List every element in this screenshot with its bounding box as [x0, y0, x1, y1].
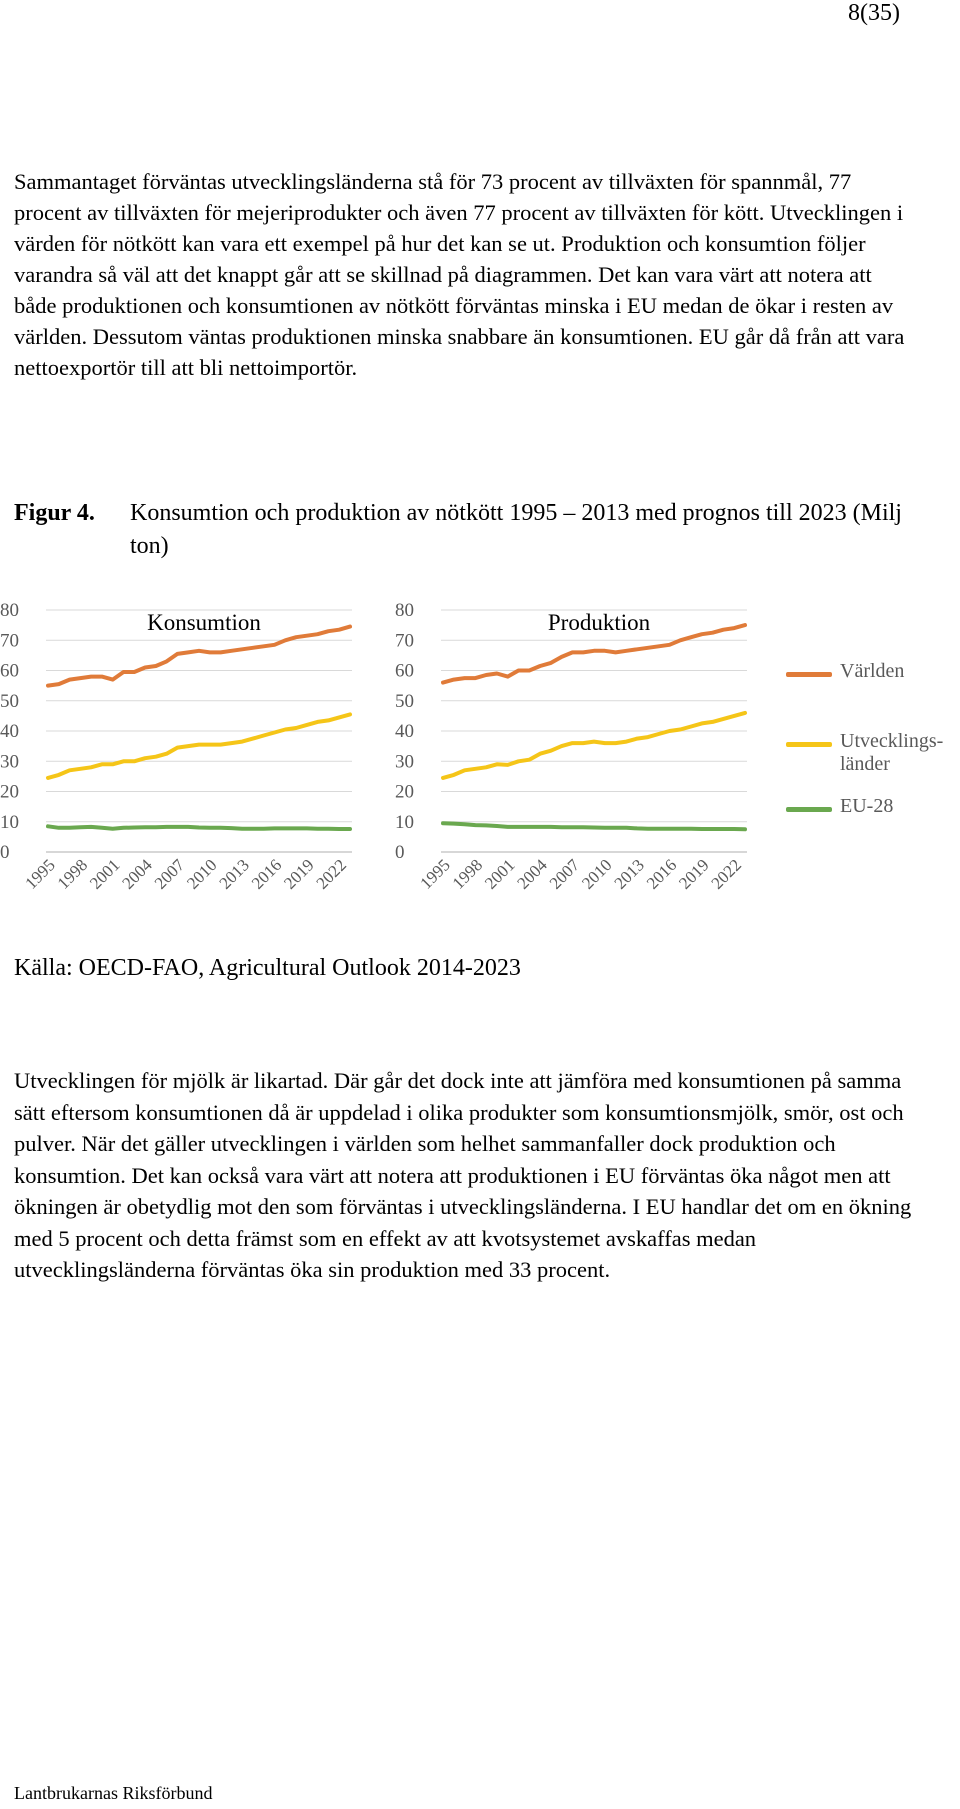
page-number: 8(35): [848, 0, 900, 26]
legend-swatch-eu28: [786, 807, 832, 812]
x-tick-label: 2007: [150, 855, 189, 893]
y-tick-label: 0: [0, 842, 10, 863]
y-tick-label: 40: [395, 721, 414, 742]
legend-swatch-varlden: [786, 672, 832, 677]
y-tick-label: 30: [0, 751, 19, 773]
y-tick-label: 80: [0, 600, 19, 621]
legend-swatch-utvecklingslander: [786, 742, 832, 747]
y-tick-label: 10: [0, 811, 19, 833]
x-tick-label: 2013: [215, 855, 253, 893]
x-tick-label: 2004: [513, 855, 551, 893]
y-tick-label: 80: [395, 600, 414, 621]
source-note: Källa: OECD-FAO, Agricultural Outlook 2014-2023: [14, 955, 521, 981]
series-line-utvecklings-l-nder: [443, 713, 745, 778]
legend-item-eu28: [786, 795, 958, 818]
chart-title: Produktion: [547, 610, 651, 635]
y-tick-label: 10: [395, 811, 414, 833]
x-tick-label: 2022: [312, 855, 351, 893]
figure-label: Figur 4.: [14, 500, 95, 526]
x-tick-label: 2019: [280, 855, 318, 893]
chart-produktion: [395, 590, 785, 930]
x-tick-label: 2004: [118, 855, 156, 893]
body-paragraph-2: Utvecklingen för mjölk är likartad. Där går det dock inte att jämföra med konsumtionen på samma sätt eftersom konsumtionen då är uppdelad i olika produkter som konsumtionsmjölk, smör, ost och pulver. När det gäller utvecklingen i världen som helhet sammanfaller dock produktion och konsumtion. Det kan också vara värt att notera att produktionen i EU förväntas öka något men att ökningen är obetydlig mot den som förväntas i utvecklingsländerna. I EU handlar det om en ökning med 5 procent och detta främst som en effekt av att kvotsystemet avskaffas medan utvecklingsländerna förväntas öka sin produktion med 33 procent.: [14, 1068, 912, 1282]
x-tick-label: 1995: [21, 855, 59, 893]
y-tick-label: 40: [0, 721, 19, 742]
series-line-eu-28: [443, 823, 745, 829]
series-line-eu-28: [48, 826, 350, 829]
footer-organization: Lantbrukarnas Riksförbund: [14, 1783, 213, 1803]
x-tick-label: 2010: [183, 855, 221, 893]
y-tick-label: 60: [0, 660, 19, 682]
x-tick-label: 2016: [642, 855, 681, 893]
x-tick-label: 2001: [481, 855, 519, 893]
x-tick-label: 1998: [448, 855, 487, 893]
legend-label-eu28: EU-28: [840, 795, 894, 817]
y-tick-label: 70: [0, 630, 19, 652]
chart-legend: [786, 660, 956, 830]
legend-item-varlden: [786, 660, 958, 683]
figure-caption-text: Konsumtion och produktion av nötkött 1995 – 2013 med prognos till 2023 (Milj ton): [130, 500, 902, 559]
y-tick-label: 60: [395, 660, 414, 682]
x-tick-label: 1995: [416, 855, 454, 893]
y-tick-label: 0: [395, 842, 405, 863]
y-tick-label: 30: [395, 751, 414, 773]
x-tick-label: 2016: [247, 855, 286, 893]
x-tick-label: 2019: [675, 855, 713, 893]
body-paragraph-1: Sammantaget förväntas utvecklingsländerna stå för 73 procent av tillväxten för spannmål, 77 procent av tillväxten för mejeriprodukter och även 77 procent av tillväxten för kött. Utvecklingen i värden för nötkött kan vara ett exempel på hur det kan se ut. Produktion och konsumtion följer varandra så väl att det knappt går att se skillnad på diagrammen. Det kan vara värt att notera att både produktionen och konsumtionen av nötkött förväntas minska i EU medan de ökar i resten av världen. Dessutom väntas produktionen minska snabbare än konsumtionen. EU går då från att vara nettoexportör till att bli nettoimportör.: [14, 169, 905, 380]
x-tick-label: 2001: [86, 855, 124, 893]
series-line-utvecklings-l-nder: [48, 714, 350, 778]
legend-label-utvecklingslander: Utvecklings-länder: [840, 730, 944, 775]
x-tick-label: 2013: [610, 855, 648, 893]
x-tick-label: 2022: [707, 855, 746, 893]
chart-konsumtion: [0, 590, 390, 930]
legend-item-utvecklingslander: [786, 730, 958, 776]
x-tick-label: 1998: [53, 855, 92, 893]
x-tick-label: 2010: [578, 855, 616, 893]
x-tick-label: 2007: [545, 855, 584, 893]
series-line-v-rlden: [48, 627, 350, 686]
y-tick-label: 50: [395, 690, 414, 712]
chart-title: Konsumtion: [147, 610, 261, 635]
y-tick-label: 50: [0, 690, 19, 712]
y-tick-label: 70: [395, 630, 414, 652]
y-tick-label: 20: [0, 781, 19, 803]
legend-label-varlden: Världen: [840, 660, 905, 682]
y-tick-label: 20: [395, 781, 414, 803]
